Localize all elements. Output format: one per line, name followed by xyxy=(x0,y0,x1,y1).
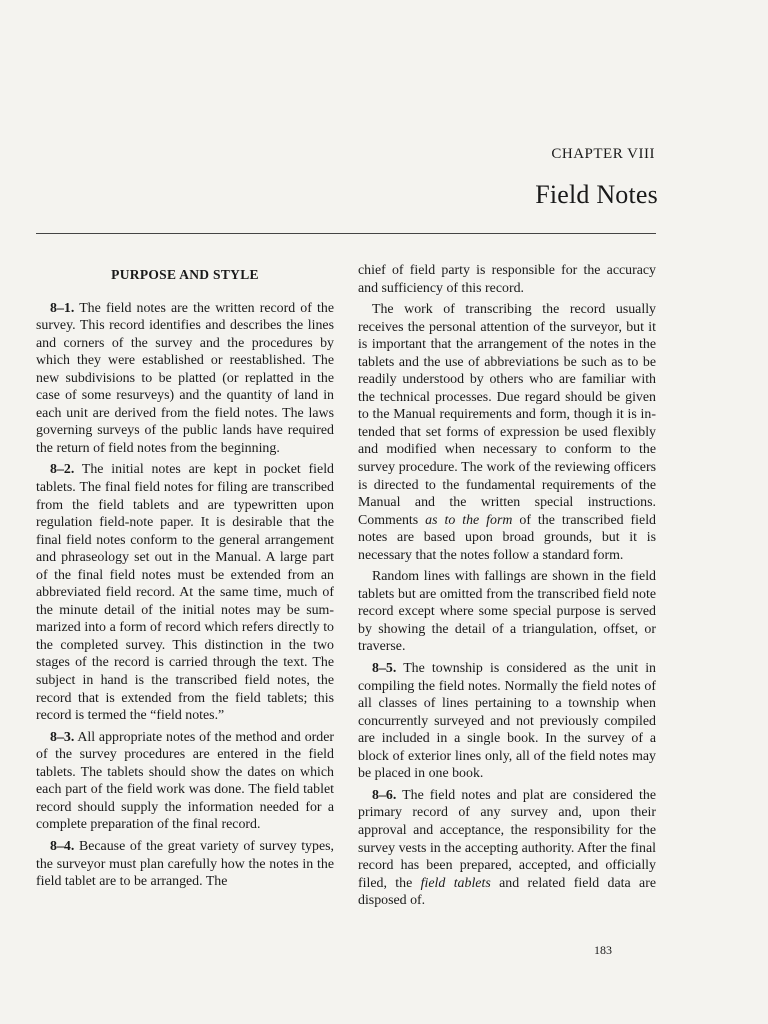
paragraph-text: and related field data are disposed of. xyxy=(358,875,656,909)
paragraph-transcribing xyxy=(358,301,656,564)
right-column xyxy=(358,262,656,914)
paragraph-number: 8–3. xyxy=(50,729,75,745)
paragraph-8-3 xyxy=(36,729,334,834)
paragraph-8-6 xyxy=(358,787,656,910)
paragraph-random-lines: Random lines with fallings are shown in the field tablets but are omitted from the transcribed field note record except where some special purpose is served by showing the detail of a triangulation, offset, or traverse. xyxy=(358,569,656,655)
paragraph-text: The work of transcribing the record usually receives the personal attention of the surveyor, but it is important that the arrangement of the notes in the tablets and the use of abbreviations be such as to be readily understood by others who are familiar with the technical processes. Due regard should be given to the Manual requirements and form, though it is intended that set forms of expression be used flexibly and modified when necessary to conform to the survey procedure. The work of the reviewing officers is directed to the fundamental requirements of the Manual and the written special instructions. Comments xyxy=(358,302,656,528)
left-column xyxy=(36,262,334,895)
paragraph-text: of the transcribed field notes are based upon broad grounds, but it is necessary that the notes follow a standard form. xyxy=(358,512,656,563)
header-rule xyxy=(36,233,656,234)
paragraph-number: 8–4. xyxy=(50,838,75,854)
paragraph-8-2 xyxy=(36,461,334,724)
chapter-title: Field Notes xyxy=(535,180,658,209)
paragraph-text: Because of the great variety of survey types, the surveyor must plan carefully how the notes in the field tablet are to be arranged. The xyxy=(36,838,334,890)
paragraph-8-1 xyxy=(36,300,334,458)
paragraph-text: The township is considered as the unit in compiling the field notes. Normally the field notes of all classes of lines pertaining to a township when concurrently surveyed and not previously compiled are included in a single book. In the survey of a block of exterior lines only, all of the field notes may be placed in one book. xyxy=(358,661,656,782)
paragraph-8-4 xyxy=(36,838,334,891)
paragraph-number: 8–6. xyxy=(372,787,397,803)
paragraph-continuation: chief of field party is responsible for the accuracy and sufficiency of this record. xyxy=(358,263,656,296)
paragraph-number: 8–2. xyxy=(50,462,75,478)
paragraph-number: 8–1. xyxy=(50,300,75,316)
section-heading: PURPOSE AND STYLE xyxy=(111,267,259,282)
italic-phrase: as to the form xyxy=(425,512,513,528)
paragraph-text: All appropriate notes of the method and order of the survey procedures are entered in the field tablets. The tablets should show the dates on which each part of the field work was done. The field tablet record should supply the information needed for a complete preparation of the final record. xyxy=(36,729,334,833)
page-number: 183 xyxy=(594,943,612,957)
paragraph-text: The initial notes are kept in pocket field tablets. The final field notes for filing are transcribed from the field tablets and are typewritten upon regulation field-note paper. It is desirable that the final field notes conform to the general arrangement and phraseology set out in the Manual. A large part of the final field notes must be extended from an abbreviated field record. At the same time, much of the minute detail of the initial notes may be summarized into a form of record which refers directly to the completed survey. This distinction in the two stages of the record is carried through the text. The subject in hand is the transcribed field notes, the record that is extended from the field tablets; this record is termed the “field notes.” xyxy=(36,462,334,724)
paragraph-text: The field notes are the written record of the survey. This record identifies and describes the lines and corners of the survey and the procedures by which they were established or reestablished. The new subdivisions to be platted (or replatted in the case of some resurveys) and the quantity of land in each unit are derived from the field notes. The laws governing surveys of the public lands have required the return of field notes from the beginning. xyxy=(36,300,334,456)
paragraph-text: The field notes and plat are considered the primary record of any survey and, upon their approval and acceptance, the responsibility for the survey vests in the accepting authority. After the final record has been prepared, accepted, and officially filed, the xyxy=(358,787,656,891)
chapter-label: CHAPTER VIII xyxy=(551,146,655,162)
paragraph-8-5 xyxy=(358,660,656,783)
italic-phrase: field tablets xyxy=(420,875,491,891)
paragraph-number: 8–5. xyxy=(372,661,397,677)
